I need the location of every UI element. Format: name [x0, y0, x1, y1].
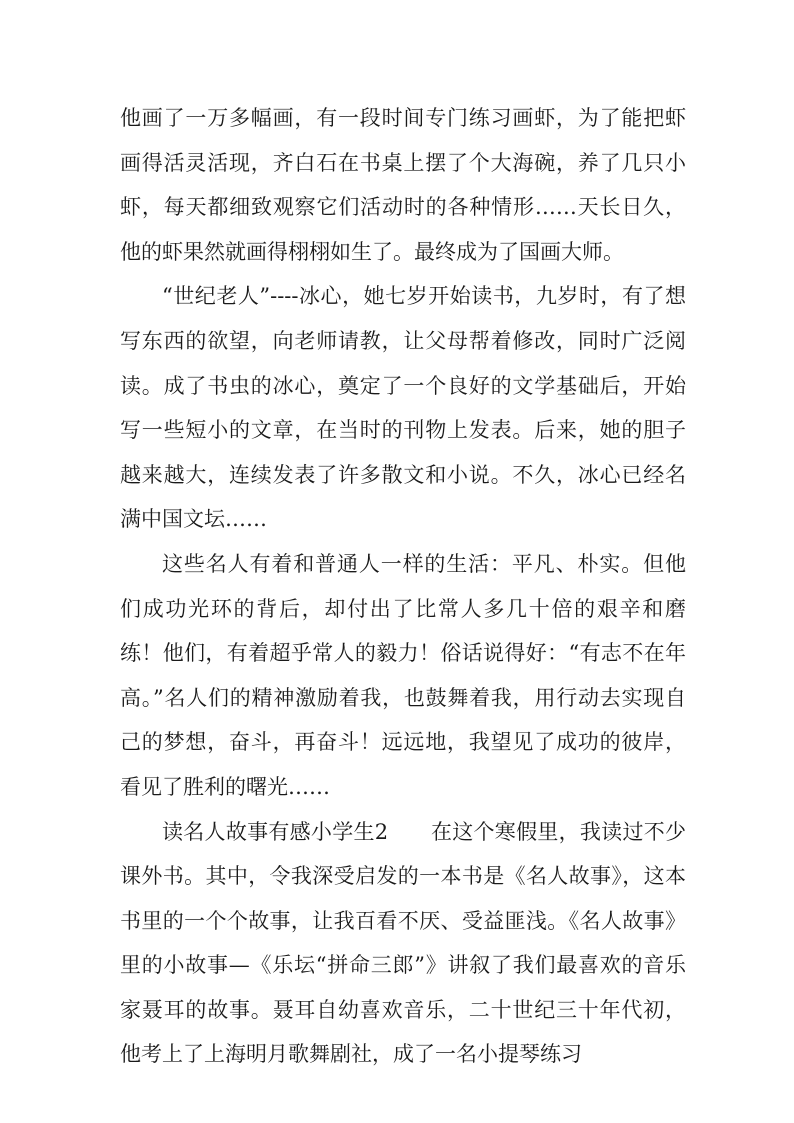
paragraph-nie-er: 读名人故事有感小学生2 在这个寒假里，我读过不少课外书。其中，令我深受启发的一本书是《名人故事》，这本书里的一个个故事，让我百看不厌、受益匪浅。《名人故事》里的小故事—《乐坛“拼命三郎”》讲叙了我们最喜欢的音乐家聂耳的故事。聂耳自幼喜欢音乐，二十世纪三十年代初，他考上了上海明月歌舞剧社，成了一名小提琴练习	[120, 819, 686, 1067]
paragraph-qi-baishi: 他画了一万多幅画，有一段时间专门练习画虾，为了能把虾画得活灵活现，齐白石在书桌上摆了个大海碗，养了几只小虾，每天都细致观察它们活动时的各种情形……天长日久，他的虾果然就画得栩栩如生了。最终成为了国画大师。	[120, 106, 686, 264]
paragraph-bing-xin: “世纪老人”----冰心，她七岁开始读书，九岁时，有了想写东西的欲望，向老师请教，让父母帮着修改，同时广泛阅读。成了书虫的冰心，奠定了一个良好的文学基础后，开始写一些短小的文章，在当时的刊物上发表。后来，她的胆子越来越大，连续发表了许多散文和小说。不久，冰心已经名满中国文坛……	[120, 284, 686, 532]
paragraph-reflection: 这些名人有着和普通人一样的生活：平凡、朴实。但他们成功光环的背后，却付出了比常人多几十倍的艰辛和磨练！他们，有着超乎常人的毅力！俗话说得好：“有志不在年高。”名人们的精神激励着我，也鼓舞着我，用行动去实现自己的梦想，奋斗，再奋斗！远远地，我望见了成功的彼岸，看见了胜利的曙光……	[120, 551, 686, 799]
document-body	[120, 96, 686, 1077]
